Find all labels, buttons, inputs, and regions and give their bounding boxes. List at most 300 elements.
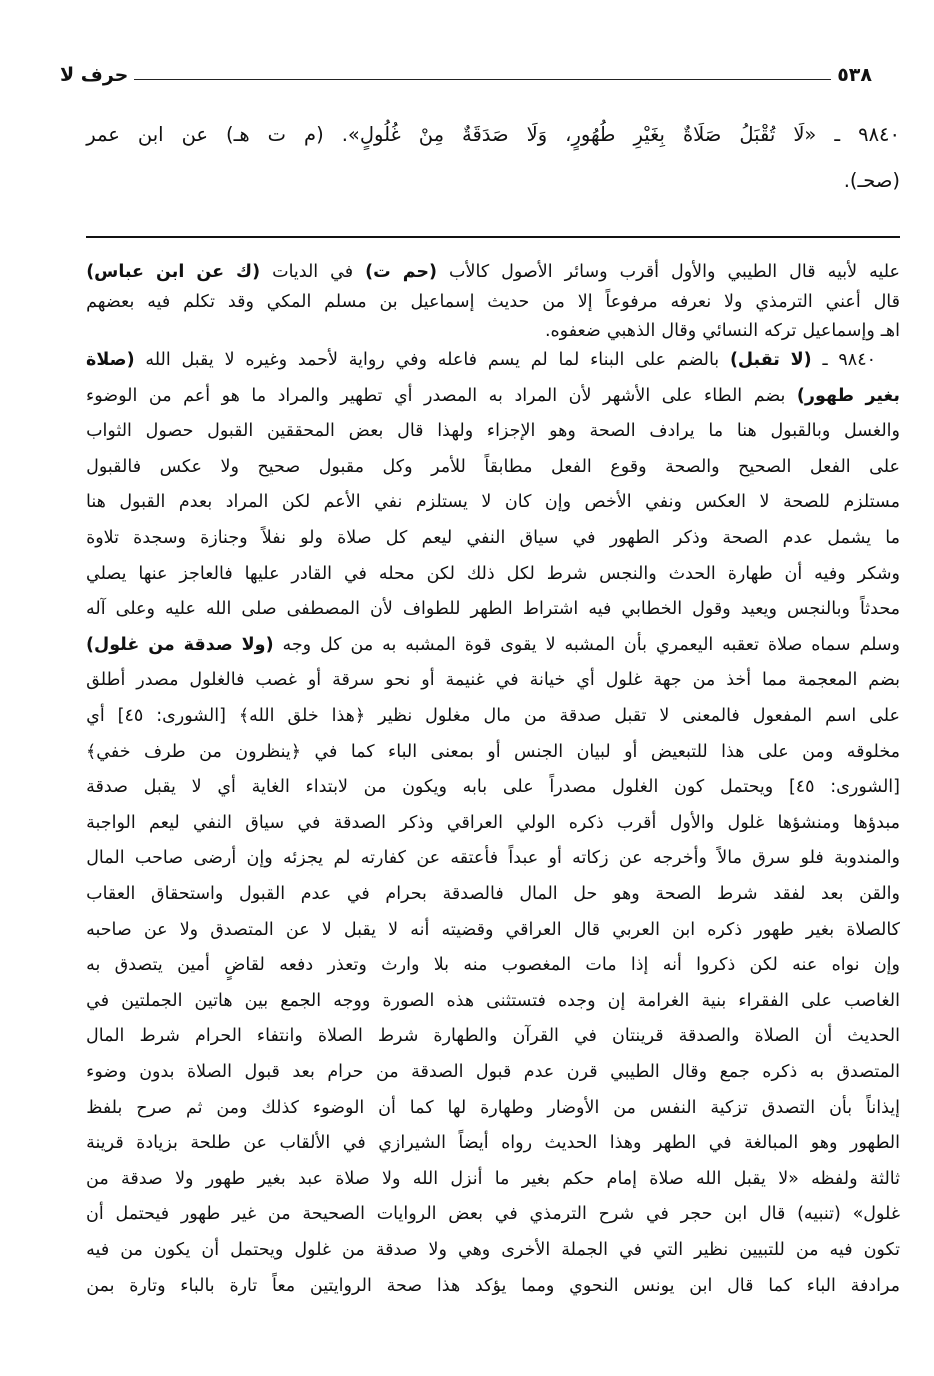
word: بلا [433,955,450,976]
word: شرط [717,884,758,904]
word: النفس [649,1097,697,1118]
text-line [86,775,900,799]
word: ولا [220,456,239,477]
word: والطهارة [433,1026,498,1047]
word: وجه [282,634,312,655]
word: الأعم [323,492,361,513]
word: كون [674,777,705,798]
text-line [86,1167,900,1191]
word: وإسماعيل [802,321,875,341]
word: على [869,456,900,477]
word: الغاية [251,777,290,798]
word: طلحة [190,1133,231,1154]
word: أو [487,741,501,762]
word: أن [784,563,803,584]
word: مصدر [136,670,179,691]
word: العقاب [86,884,136,904]
word: ولفظه [811,1168,858,1189]
word: ونفي [645,492,682,513]
word: بعض [448,1204,484,1225]
word: لا [659,706,670,726]
word: في [619,1240,643,1260]
word: سرق [752,848,791,869]
word: الصلاة [754,1026,800,1047]
word: قرينة [86,1133,124,1154]
word: الغلول [612,777,659,798]
text-line [86,882,900,906]
word: مات [585,955,617,976]
word: قال [873,291,900,312]
word: فيه [147,291,171,312]
word: فاعله [437,350,478,370]
word: وذكر [399,812,434,833]
word: تطهير [340,385,383,406]
word: الله [696,1168,722,1189]
word: الله [205,599,232,620]
word: أن [201,1240,220,1260]
word: صحيح [257,456,301,477]
word: أيضاً [458,1133,489,1154]
word: مِنْ [418,123,445,146]
word: ضعفوه. [544,321,601,341]
word: لها [447,1097,467,1118]
word: نفلاً [261,528,286,548]
word: الروايتين [309,1275,372,1296]
word: لا [481,492,492,513]
word: ويحتمل [230,1240,284,1260]
word: قال [727,1275,754,1296]
word: غلول» [852,1204,900,1225]
page-number: ٥٣٨ [837,64,872,86]
word: جهة [653,670,682,691]
word: ٩٨٤٠ [838,350,876,370]
word: والغسل [844,421,900,442]
word: صلاة [335,1168,370,1189]
word: أعم [183,385,211,406]
word: سرقة [332,670,375,691]
word: يتصدق [114,955,163,976]
word: وذكر [673,528,709,548]
bold-word: طهور) [796,385,854,406]
word: طهور [205,1168,246,1189]
word: الصدقة [411,1062,464,1082]
word: [الشورى: [830,777,900,798]
word: قوة [464,634,492,655]
word: عكس [159,456,202,477]
word: القبول [239,884,286,904]
word: الوضوء [86,385,138,406]
word: أن [378,1097,396,1118]
word: بالباء [180,1275,215,1296]
word: تزكية [710,1097,748,1118]
word: قرينتان [611,1026,664,1047]
word: فيه [86,1240,110,1260]
word: الجنس [514,741,564,762]
word: لفقد [773,884,806,904]
word: من [375,1062,399,1082]
word: الطهور [609,528,660,548]
word: وسائر [564,262,608,282]
word: تلاوة [86,528,119,548]
word: شرط [377,1026,419,1047]
word: وطهارة [480,1097,534,1118]
word: بلفظ [86,1097,123,1118]
word: أي [86,706,105,726]
word: في [330,262,354,282]
word: لا [388,919,399,940]
text-line [86,597,900,621]
word: سياق [245,812,285,833]
word: الترمذي [529,1204,587,1225]
word: المكي [266,291,312,312]
word: مرفوعاً [605,291,658,312]
word: بعد [821,884,844,904]
word: بنية [701,990,727,1011]
bold-word: ابن [156,262,185,282]
word: يقبل [143,777,176,798]
word: على [869,706,900,726]
word: من [692,670,716,691]
word: وكل [382,456,413,477]
word: عنها [138,563,168,584]
word: بعض [348,421,384,442]
word: المراد [514,385,558,406]
word: في [645,1204,669,1225]
word: أنزل [450,1168,483,1189]
word: تكون [863,1240,900,1260]
word: صدقة [86,777,128,798]
word: من [86,1168,109,1189]
word: محله [378,563,415,584]
word: صلاة [649,1168,684,1189]
word: يستلزم [415,492,468,513]
word: لما [558,350,580,370]
word: الأوضار [547,1097,600,1118]
word: أقرب [619,262,659,282]
word: أطلق [86,670,126,691]
word: رواية [348,350,385,370]
word: بأن [829,1097,853,1118]
word: وضوء [86,1062,127,1082]
word: لم [530,350,548,370]
word: قال [573,919,601,940]
word: كما [768,1275,793,1296]
word: القبول [207,421,254,442]
word: قال [397,421,424,442]
word: لا [321,919,332,940]
word: الجمع [280,990,322,1011]
word: ومن [216,1097,248,1118]
word: ﴿هذا [331,706,366,726]
word: غنيمة [445,670,485,691]
word: لا [224,350,235,370]
word: المال [86,1026,125,1047]
word: به [809,1062,824,1082]
text-line [86,1096,900,1120]
word: الفعل [809,456,851,477]
word: الذهبي [606,321,656,341]
word: من [267,1204,291,1225]
word: الخطابي [621,599,683,620]
bold-word: (حم [402,262,438,282]
word: في [708,1133,732,1154]
word: مغلول [425,706,471,726]
word: وقال [672,1062,708,1082]
word: (تنبيه) [797,1204,841,1225]
word: يشمل [827,528,872,548]
word: الصحة [655,884,702,904]
word: للتبيين [739,1240,785,1260]
word: وَلَا [526,123,548,146]
word: من [350,634,374,655]
word: ما [251,385,267,406]
word: خيانة [529,670,566,691]
word: ٩٨٤٠ [858,123,900,146]
word: أقرب [617,812,657,833]
word: الألقاب [279,1133,331,1154]
word: لم [333,848,351,869]
word: ولا [724,291,743,312]
word: بعدم [178,492,213,513]
word: ولو [300,528,323,548]
word: في [297,812,321,833]
word: في [86,990,110,1011]
word: يقبل [733,1168,766,1189]
text-line [86,455,900,479]
word: اليعمري [655,634,714,655]
word: الطهور [849,1133,900,1154]
word: الطهر [653,1133,697,1154]
word: المال [86,848,125,869]
word: قرن [566,1062,598,1082]
word: لا [759,492,770,513]
word: سياق [519,528,559,548]
text-line [86,668,900,692]
word: فالغلول [189,670,245,691]
word: صاحب [134,848,184,869]
word: كل [385,528,408,548]
word: هذه [446,990,475,1011]
word: نواه [831,955,860,976]
word: طرف [143,741,186,762]
word: قبول [244,1062,280,1082]
word: أي [393,385,413,406]
word: لكن [281,492,311,513]
word: العربي [612,919,660,940]
word: ذكروا [696,955,736,976]
word: على [661,385,693,406]
word: الولي [516,812,556,833]
bold-word: ت) [365,262,391,282]
word: عليه [869,262,900,282]
text-line [86,490,900,514]
word: إن [607,990,626,1011]
word: ت [267,123,287,146]
word: كما [409,1097,434,1118]
word: ﴿ينظرون [235,741,301,762]
word: وشكر [857,563,900,584]
word: الأصول [501,262,553,282]
word: عبد [298,1168,323,1189]
word: بزيادة [136,1133,178,1154]
word: الروايات [376,1204,437,1225]
word: لأبيه [827,262,858,282]
word: كفارته [360,848,406,869]
word: الواجبة [86,812,136,833]
word: يسم [487,350,520,370]
footnote-separator [86,236,900,238]
chapter-title: حرف لا [60,64,129,86]
word: المصطفى [286,599,360,620]
word: الأشهر [602,385,651,406]
word: بضم [753,385,786,406]
word: جمع [719,1062,750,1082]
word: طهارة [727,563,773,584]
word: غير [232,1204,257,1225]
text-line [86,1024,900,1048]
word: النفي [193,812,232,833]
word: صلى [241,599,277,620]
word: في [572,528,596,548]
word: عليه [164,599,196,620]
word: وبالقبول [770,421,831,442]
word: رواه [501,1133,533,1154]
word: وجده [557,990,596,1011]
word: المتصدق [210,919,274,940]
word: الصحة [589,421,636,442]
bold-word: غلول) [86,634,140,655]
word: العراقي [446,812,503,833]
word: وبالنجس [787,599,850,620]
word: فالعاجز [179,563,233,584]
word: تركه [764,321,797,341]
word: شرح [598,1204,635,1225]
word: في [494,1204,518,1225]
text-line [86,166,900,196]
word: هـ) [226,123,250,146]
word: الغرامة [637,990,690,1011]
word: الوضوء [312,1097,365,1118]
word: أو [307,670,322,691]
text-line [86,953,900,977]
word: بن [379,291,398,312]
word: بين [244,990,269,1011]
word: عمر [86,123,120,146]
word: أنه [410,919,430,940]
word: وإن [873,955,900,976]
word: من [613,1097,636,1118]
word: فأعتقه [450,848,499,869]
word: مالاً [717,848,742,869]
word: بأن [623,634,647,655]
word: من [795,1240,819,1260]
word: القبول [119,492,166,513]
word: الشيرازي [378,1133,446,1154]
word: الحرام [195,1026,242,1047]
word: زكاته [572,848,609,869]
word: ولهذا [437,421,474,442]
word: صلاة [337,528,372,548]
word: بغير [521,1168,550,1189]
word: لكن [749,955,778,976]
text-line [86,419,900,443]
word: وهو [549,421,576,442]
word: دفعه [279,955,314,976]
word: بعضهم [86,291,135,312]
word: وقول [692,599,731,620]
word: أن [814,1026,833,1047]
word: نظير [694,1240,729,1260]
word: في [346,884,370,904]
word: الحديث [544,1133,598,1154]
text-line [86,846,900,870]
word: اهـ [880,321,900,341]
word: بعد [292,1062,315,1082]
word: على [502,777,534,798]
bold-word: (صلاة [86,350,135,370]
word: العكس [695,492,747,513]
word: يونس [633,1275,675,1296]
word: وارث [381,955,420,976]
word: كذلك [261,1097,300,1118]
word: المعجمة [797,670,858,691]
word: عن [618,848,643,869]
word: والمندوبة [834,848,900,869]
page-header [60,58,872,86]
word: لأن [568,385,592,406]
word: الطيبي [610,1062,660,1082]
word: من [199,741,222,762]
word: غُلُولٍ». [341,123,401,146]
word: وهي [457,1240,491,1260]
word: من [120,1240,143,1260]
word: بضم [868,670,900,691]
word: الله [145,350,171,370]
word: مطابقاً [484,456,533,477]
word: كان [504,492,532,513]
word: المفعول [752,706,813,726]
word: اسم [825,706,857,726]
word: وعلى [115,599,155,620]
word: من [523,706,547,726]
word: ذكره [707,919,743,940]
word: فتستثنى [486,990,546,1011]
word: للتبعيض [650,741,708,762]
word: تقبل [614,706,647,726]
word: هو [221,385,240,406]
word: وأخرجه [652,848,707,869]
word: ليعم [421,528,453,548]
text-line [86,526,900,550]
text-line [86,290,900,314]
word: ابن [689,1275,713,1296]
word: مسلم [324,291,367,312]
word: مصدراً [549,777,597,798]
word: حديث [487,291,530,312]
word: الجملتين [121,990,183,1011]
word: الغاصب [843,990,900,1011]
word: يقبل [343,919,377,940]
word: المحققين [266,421,335,442]
word: عنه [792,955,818,976]
word: ـ [834,123,841,146]
word: عدم [523,1062,555,1082]
word: خفي﴾ [86,741,131,762]
word: محدثاً [859,599,900,620]
word: صدقة [559,706,602,726]
word: إسماعيل [410,291,475,312]
word: الحديث [847,1026,900,1047]
